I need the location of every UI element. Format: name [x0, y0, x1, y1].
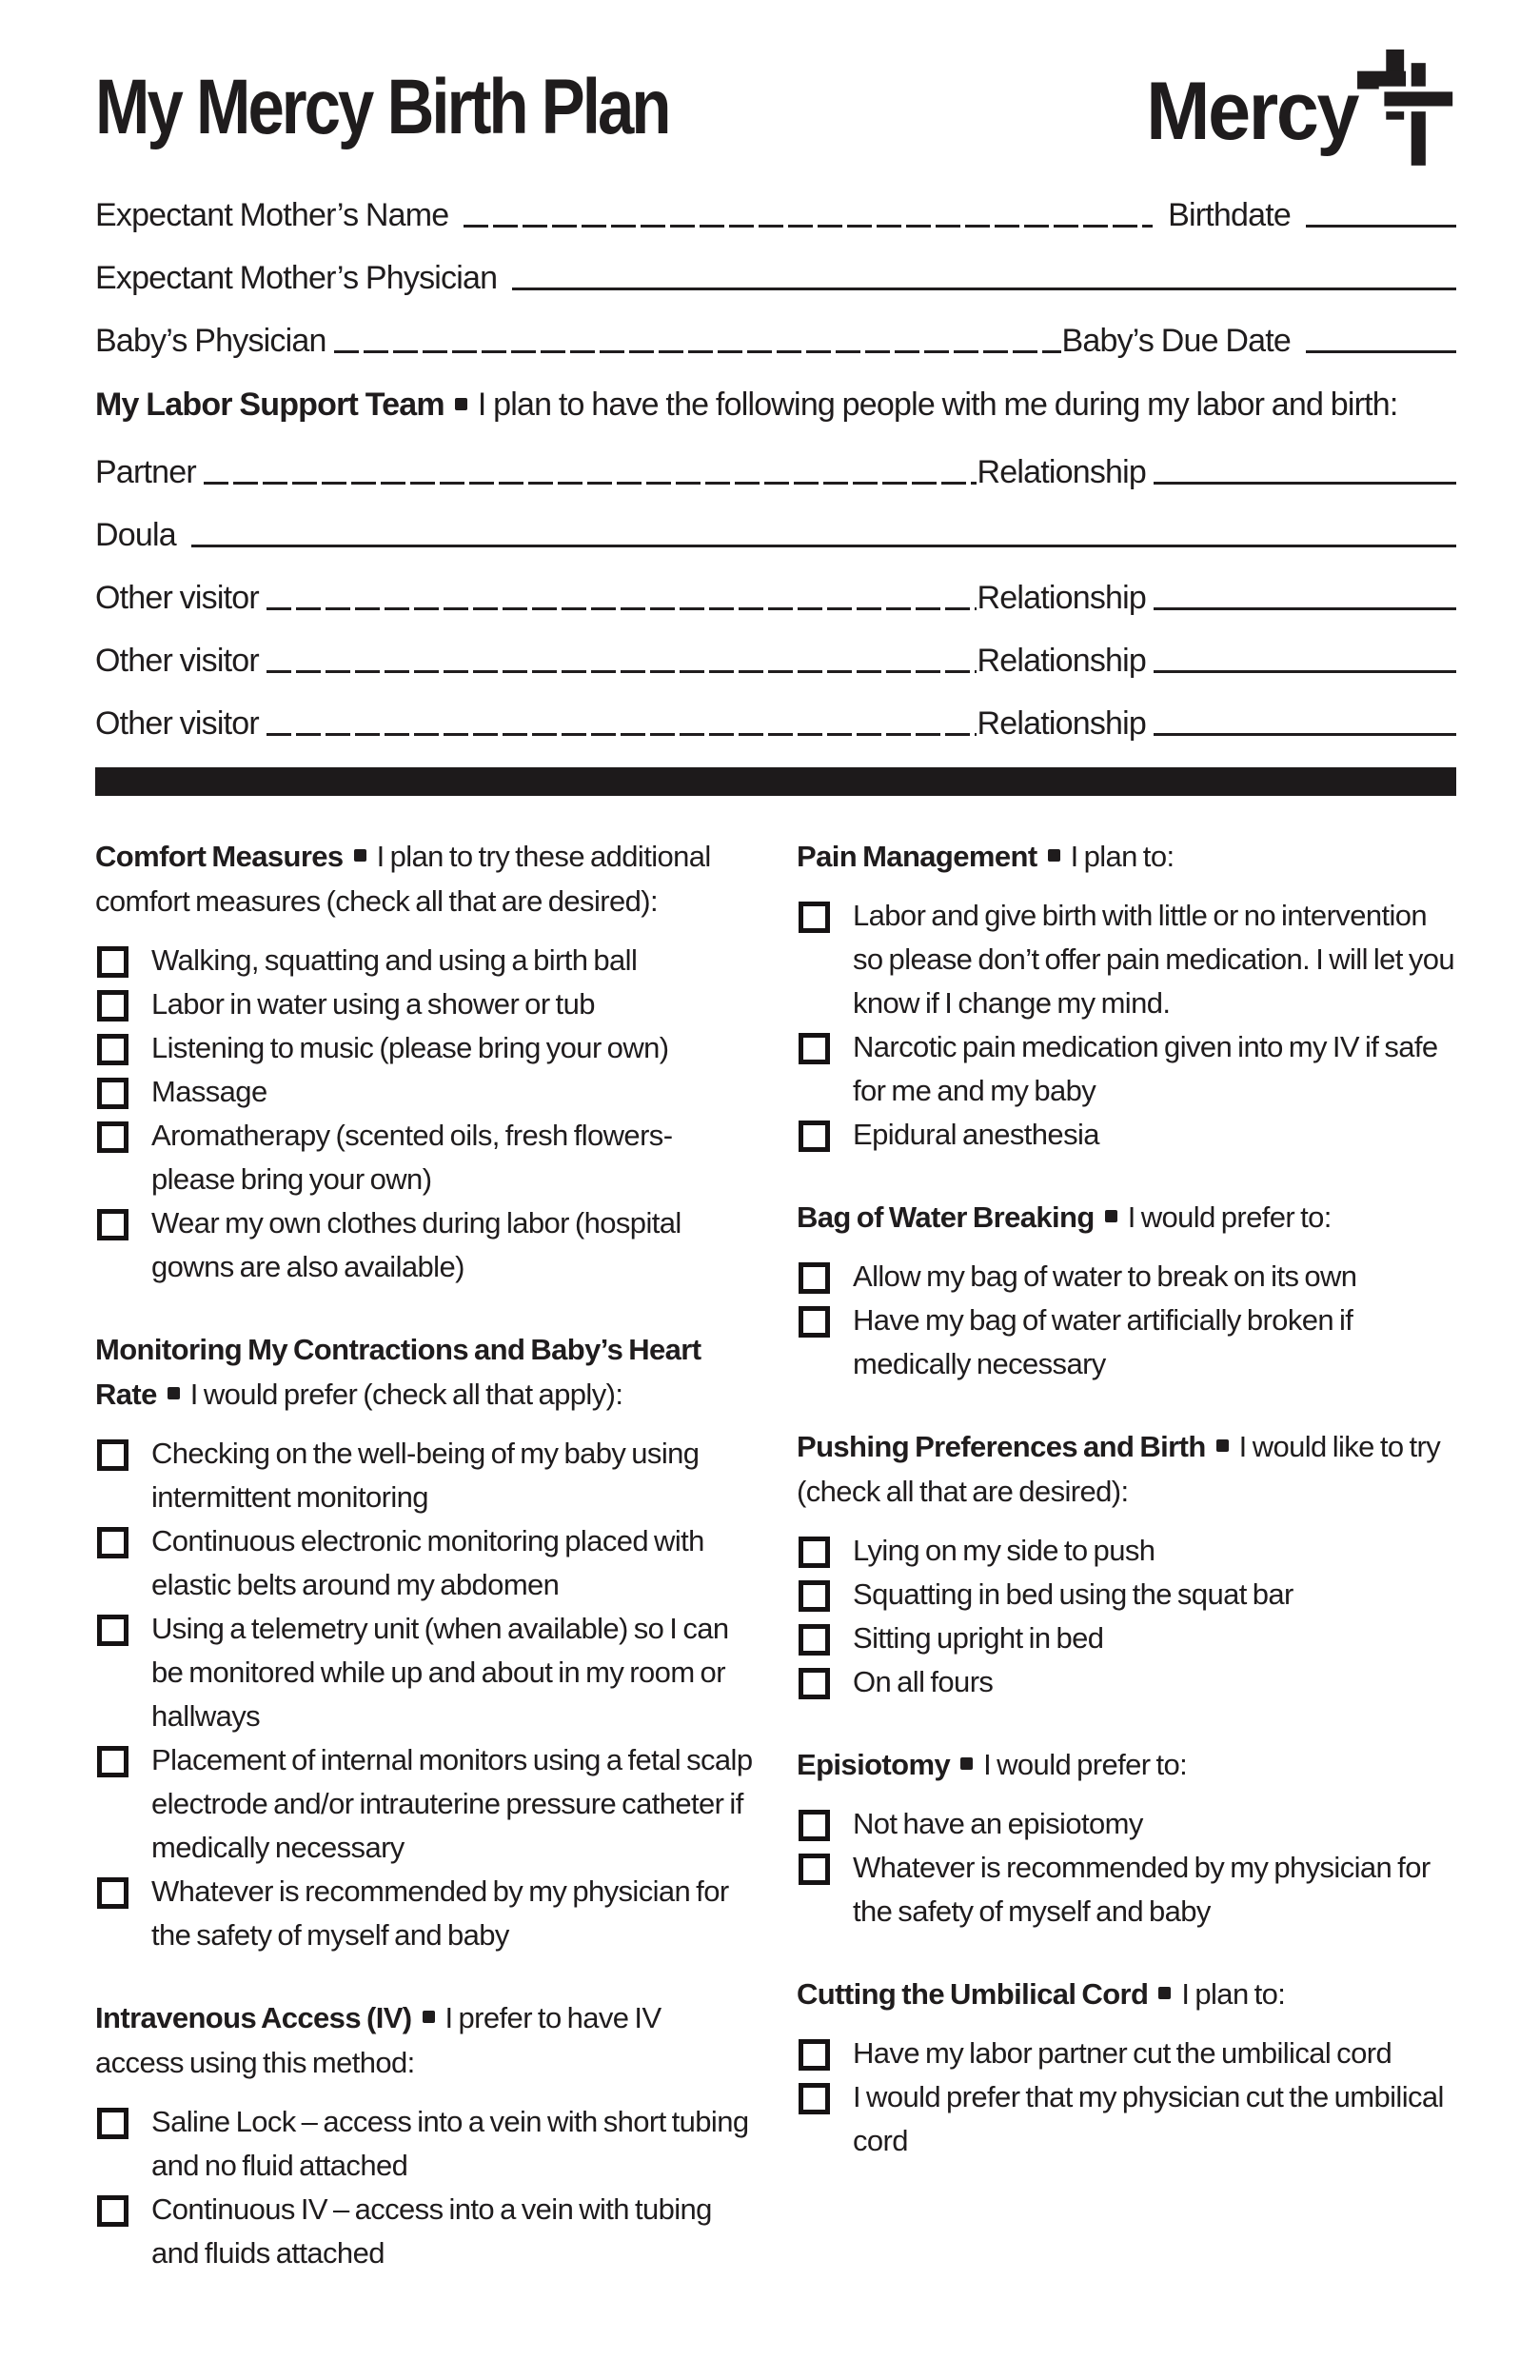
- section-heading: [95, 834, 755, 923]
- field-row-other-visitor-1: [95, 579, 1456, 617]
- baby-due-date-write-line[interactable]: [1306, 350, 1456, 353]
- field-row-other-visitor-2: [95, 642, 1456, 680]
- checklist-item: [95, 1070, 755, 1114]
- checklist-item-label: Massage: [151, 1075, 267, 1108]
- checklist-item-label: Lying on my side to push: [853, 1534, 1155, 1567]
- square-bullet-icon: [455, 398, 467, 410]
- checklist-item-label: Continuous IV – access into a vein with tubing and fluids attached: [151, 2192, 712, 2270]
- section-heading: [95, 1995, 755, 2085]
- section-heading: [797, 1195, 1456, 1240]
- checklist-item: [95, 1870, 755, 1957]
- mercy-logo-text: Mercy: [1146, 66, 1357, 157]
- checkbox-icon[interactable]: [799, 1306, 830, 1338]
- page-title: My Mercy Birth Plan: [95, 64, 669, 150]
- checklist-item: [95, 1432, 755, 1519]
- square-bullet-icon: [168, 1387, 180, 1399]
- checkbox-icon[interactable]: [799, 2039, 830, 2071]
- other-visitor-write-line[interactable]: [267, 733, 977, 736]
- checklist-item: [95, 1607, 755, 1738]
- section-intro: I plan to:: [1181, 1977, 1286, 2011]
- other-visitor-label: Other visitor: [95, 643, 259, 679]
- checklist-item-label: Have my labor partner cut the umbilical cord: [853, 2036, 1392, 2070]
- checkbox-icon[interactable]: [799, 1624, 830, 1656]
- checklist-item-label: On all fours: [853, 1665, 994, 1698]
- baby-physician-write-line[interactable]: [334, 350, 1062, 353]
- checklist: [797, 1529, 1456, 1704]
- square-bullet-icon: [1216, 1439, 1229, 1452]
- square-bullet-icon: [423, 2011, 435, 2023]
- checkbox-icon[interactable]: [97, 1209, 128, 1240]
- checklist-item: [797, 1299, 1456, 1386]
- checklist-item-label: Not have an episiotomy: [853, 1807, 1143, 1840]
- section-monitoring: [95, 1327, 755, 1957]
- checklist-item: [797, 894, 1456, 1025]
- checklist-item-label: Labor in water using a shower or tub: [151, 987, 595, 1021]
- section-bag-of-water: [797, 1195, 1456, 1386]
- other-visitor-relationship-write-line[interactable]: [1154, 670, 1456, 673]
- checkbox-icon[interactable]: [799, 1580, 830, 1612]
- section-title: Intravenous Access (IV): [95, 2001, 412, 2034]
- field-row-baby-physician: [95, 322, 1456, 360]
- baby-physician-label: Baby’s Physician: [95, 323, 326, 359]
- checklist-item: [797, 1802, 1456, 1846]
- relationship-label: Relationship: [977, 454, 1146, 490]
- section-title: Bag of Water Breaking: [797, 1200, 1095, 1234]
- other-visitor-write-line[interactable]: [267, 670, 977, 673]
- mercy-logo: [1133, 50, 1456, 179]
- mother-name-label: Expectant Mother’s Name: [95, 197, 449, 233]
- section-comfort-measures: [95, 834, 755, 1289]
- square-bullet-icon: [354, 849, 366, 862]
- checkbox-icon[interactable]: [97, 2108, 128, 2139]
- square-bullet-icon: [1048, 849, 1060, 862]
- checkbox-icon[interactable]: [799, 1033, 830, 1064]
- section-umbilical-cord: [797, 1972, 1456, 2163]
- checkbox-icon[interactable]: [799, 1810, 830, 1841]
- checklist-item-label: Aromatherapy (scented oils, fresh flowers- please bring your own): [151, 1119, 673, 1196]
- section-intro: I would prefer (check all that apply):: [189, 1378, 623, 1411]
- checklist-item: [95, 2100, 755, 2188]
- square-bullet-icon: [1158, 1987, 1171, 1999]
- checklist-item-label: Allow my bag of water to break on its own: [853, 1259, 1357, 1293]
- checklist-item: [797, 1846, 1456, 1934]
- section-heading: [797, 1424, 1456, 1514]
- checkbox-icon[interactable]: [97, 990, 128, 1021]
- partner-label: Partner: [95, 454, 196, 490]
- checkbox-icon[interactable]: [97, 1877, 128, 1909]
- section-divider-bar: [95, 767, 1456, 796]
- checklist-item-label: Checking on the well-being of my baby using intermittent monitoring: [151, 1437, 700, 1514]
- checklist-item: [797, 1255, 1456, 1299]
- checkbox-icon[interactable]: [97, 1439, 128, 1471]
- section-title: Monitoring My Contractions and Baby’s Heart Rate: [95, 1333, 701, 1411]
- section-heading: [797, 1972, 1456, 2016]
- relationship-label: Relationship: [977, 705, 1146, 742]
- checklist-item-label: Whatever is recommended by my physician for the safety of myself and baby: [853, 1851, 1431, 1928]
- other-visitor-relationship-write-line[interactable]: [1154, 733, 1456, 736]
- field-row-partner: [95, 453, 1456, 491]
- checkbox-icon[interactable]: [799, 902, 830, 933]
- relationship-label: Relationship: [977, 580, 1146, 616]
- mother-physician-label: Expectant Mother’s Physician: [95, 260, 498, 296]
- checklist-item: [95, 1026, 755, 1070]
- partner-write-line[interactable]: [204, 482, 977, 485]
- labor-support-team-heading: [95, 385, 1456, 425]
- checkbox-icon[interactable]: [799, 1854, 830, 1885]
- checklist: [797, 1802, 1456, 1934]
- checklist-item-label: Labor and give birth with little or no intervention so please don’t offer pain medication. I will let you know if I change my mind.: [853, 899, 1455, 1020]
- section-title: Comfort Measures: [95, 840, 344, 873]
- checklist-item-label: Have my bag of water artificially broken if medically necessary: [853, 1303, 1353, 1380]
- birthdate-write-line[interactable]: [1306, 225, 1456, 228]
- checkbox-icon[interactable]: [97, 1615, 128, 1646]
- checklist: [95, 939, 755, 1289]
- checklist-item-label: Epidural anesthesia: [853, 1118, 1099, 1151]
- checklist-item-label: Listening to music (please bring your own): [151, 1031, 669, 1064]
- checklist-item-label: Using a telemetry unit (when available) so I can be monitored while up and about in my room or hallways: [151, 1612, 729, 1733]
- doula-write-line[interactable]: [191, 545, 1456, 547]
- square-bullet-icon: [1105, 1210, 1117, 1222]
- baby-due-date-label: Baby’s Due Date: [1061, 323, 1291, 359]
- checklist-item: [95, 982, 755, 1026]
- checklist-item-label: Squatting in bed using the squat bar: [853, 1577, 1293, 1611]
- field-row-doula: [95, 516, 1456, 554]
- checklist-item: [797, 1113, 1456, 1157]
- field-row-mother-physician: [95, 259, 1456, 297]
- section-heading: [797, 834, 1456, 879]
- checkbox-icon[interactable]: [97, 1034, 128, 1065]
- checklist-item: [95, 939, 755, 982]
- checkbox-icon[interactable]: [799, 1537, 830, 1568]
- other-visitor-label: Other visitor: [95, 580, 259, 616]
- section-intro: I would prefer to:: [1127, 1200, 1332, 1234]
- checklist-item: [95, 2188, 755, 2275]
- checklist-item: [797, 1025, 1456, 1113]
- checklist-item-label: Placement of internal monitors using a fetal scalp electrode and/or intrauterine pressure catheter if medically necessary: [151, 1743, 753, 1864]
- section-heading: [797, 1742, 1456, 1787]
- section-intro: I plan to:: [1070, 840, 1175, 873]
- mercy-double-cross-icon: [1357, 50, 1456, 179]
- checkbox-icon[interactable]: [97, 1121, 128, 1153]
- checkbox-icon[interactable]: [97, 2195, 128, 2227]
- checklist-item: [95, 1519, 755, 1607]
- checkbox-icon[interactable]: [97, 1078, 128, 1109]
- checklist-columns: [95, 834, 1456, 2275]
- field-row-other-visitor-3: [95, 704, 1456, 743]
- checklist-item-label: Continuous electronic monitoring placed with elastic belts around my abdomen: [151, 1524, 704, 1601]
- labor-support-team-intro: I plan to have the following people with me during my labor and birth:: [477, 387, 1398, 423]
- checkbox-icon[interactable]: [799, 1121, 830, 1152]
- header: [95, 32, 1456, 196]
- checklist-item: [797, 2032, 1456, 2075]
- checkbox-icon[interactable]: [799, 2083, 830, 2114]
- section-pain-management: [797, 834, 1456, 1157]
- other-visitor-label: Other visitor: [95, 705, 259, 742]
- mother-name-write-line[interactable]: [464, 225, 1153, 228]
- checklist-item-label: Sitting upright in bed: [853, 1621, 1104, 1655]
- relationship-label: Relationship: [977, 643, 1146, 679]
- section-heading: [95, 1327, 755, 1417]
- column-left: [95, 834, 755, 2275]
- column-right: [797, 834, 1456, 2275]
- checklist-item: [797, 2075, 1456, 2163]
- checklist-item-label: Narcotic pain medication given into my IV if safe for me and my baby: [853, 1030, 1438, 1107]
- checklist-item-label: I would prefer that my physician cut the umbilical cord: [853, 2080, 1444, 2157]
- birthdate-label: Birthdate: [1168, 197, 1291, 233]
- checklist-item: [95, 1738, 755, 1870]
- checklist-item: [797, 1616, 1456, 1660]
- checklist-item-label: Saline Lock – access into a vein with short tubing and no fluid attached: [151, 2105, 749, 2182]
- other-visitor-write-line[interactable]: [267, 607, 977, 610]
- checklist-item: [95, 1114, 755, 1201]
- checklist-item: [797, 1660, 1456, 1704]
- checkbox-icon[interactable]: [799, 1262, 830, 1294]
- section-intravenous-access: [95, 1995, 755, 2275]
- checklist: [95, 2100, 755, 2275]
- checklist-item: [797, 1529, 1456, 1573]
- section-title: Pain Management: [797, 840, 1037, 873]
- checklist: [797, 2032, 1456, 2163]
- checklist: [95, 1432, 755, 1957]
- checklist-item-label: Whatever is recommended by my physician for the safety of myself and baby: [151, 1874, 729, 1952]
- labor-support-team-title: My Labor Support Team: [95, 387, 444, 423]
- square-bullet-icon: [960, 1757, 973, 1770]
- checklist-item-label: Walking, squatting and using a birth ball: [151, 943, 638, 977]
- checklist: [797, 1255, 1456, 1386]
- section-title: Episiotomy: [797, 1748, 951, 1781]
- mother-physician-write-line[interactable]: [512, 288, 1456, 290]
- section-pushing-preferences: [797, 1424, 1456, 1704]
- partner-relationship-write-line[interactable]: [1154, 482, 1456, 485]
- checklist: [797, 894, 1456, 1157]
- field-row-mother-name: [95, 196, 1456, 234]
- checklist-item: [95, 1201, 755, 1289]
- checkbox-icon[interactable]: [97, 1527, 128, 1558]
- checklist-item-label: Wear my own clothes during labor (hospital gowns are also available): [151, 1206, 681, 1283]
- checkbox-icon[interactable]: [97, 946, 128, 978]
- checkbox-icon[interactable]: [97, 1746, 128, 1777]
- section-intro: I prefer to have IV access using this method:: [95, 2001, 661, 2079]
- section-title: Cutting the Umbilical Cord: [797, 1977, 1149, 2011]
- section-episiotomy: [797, 1742, 1456, 1934]
- section-intro: I plan to try these additional comfort measures (check all that are desired):: [95, 840, 711, 918]
- checklist-item: [797, 1573, 1456, 1616]
- doula-label: Doula: [95, 517, 176, 553]
- other-visitor-relationship-write-line[interactable]: [1154, 607, 1456, 610]
- checkbox-icon[interactable]: [799, 1668, 830, 1699]
- section-intro: I would like to try (check all that are desired):: [797, 1430, 1441, 1508]
- section-title: Pushing Preferences and Birth: [797, 1430, 1206, 1463]
- section-intro: I would prefer to:: [983, 1748, 1188, 1781]
